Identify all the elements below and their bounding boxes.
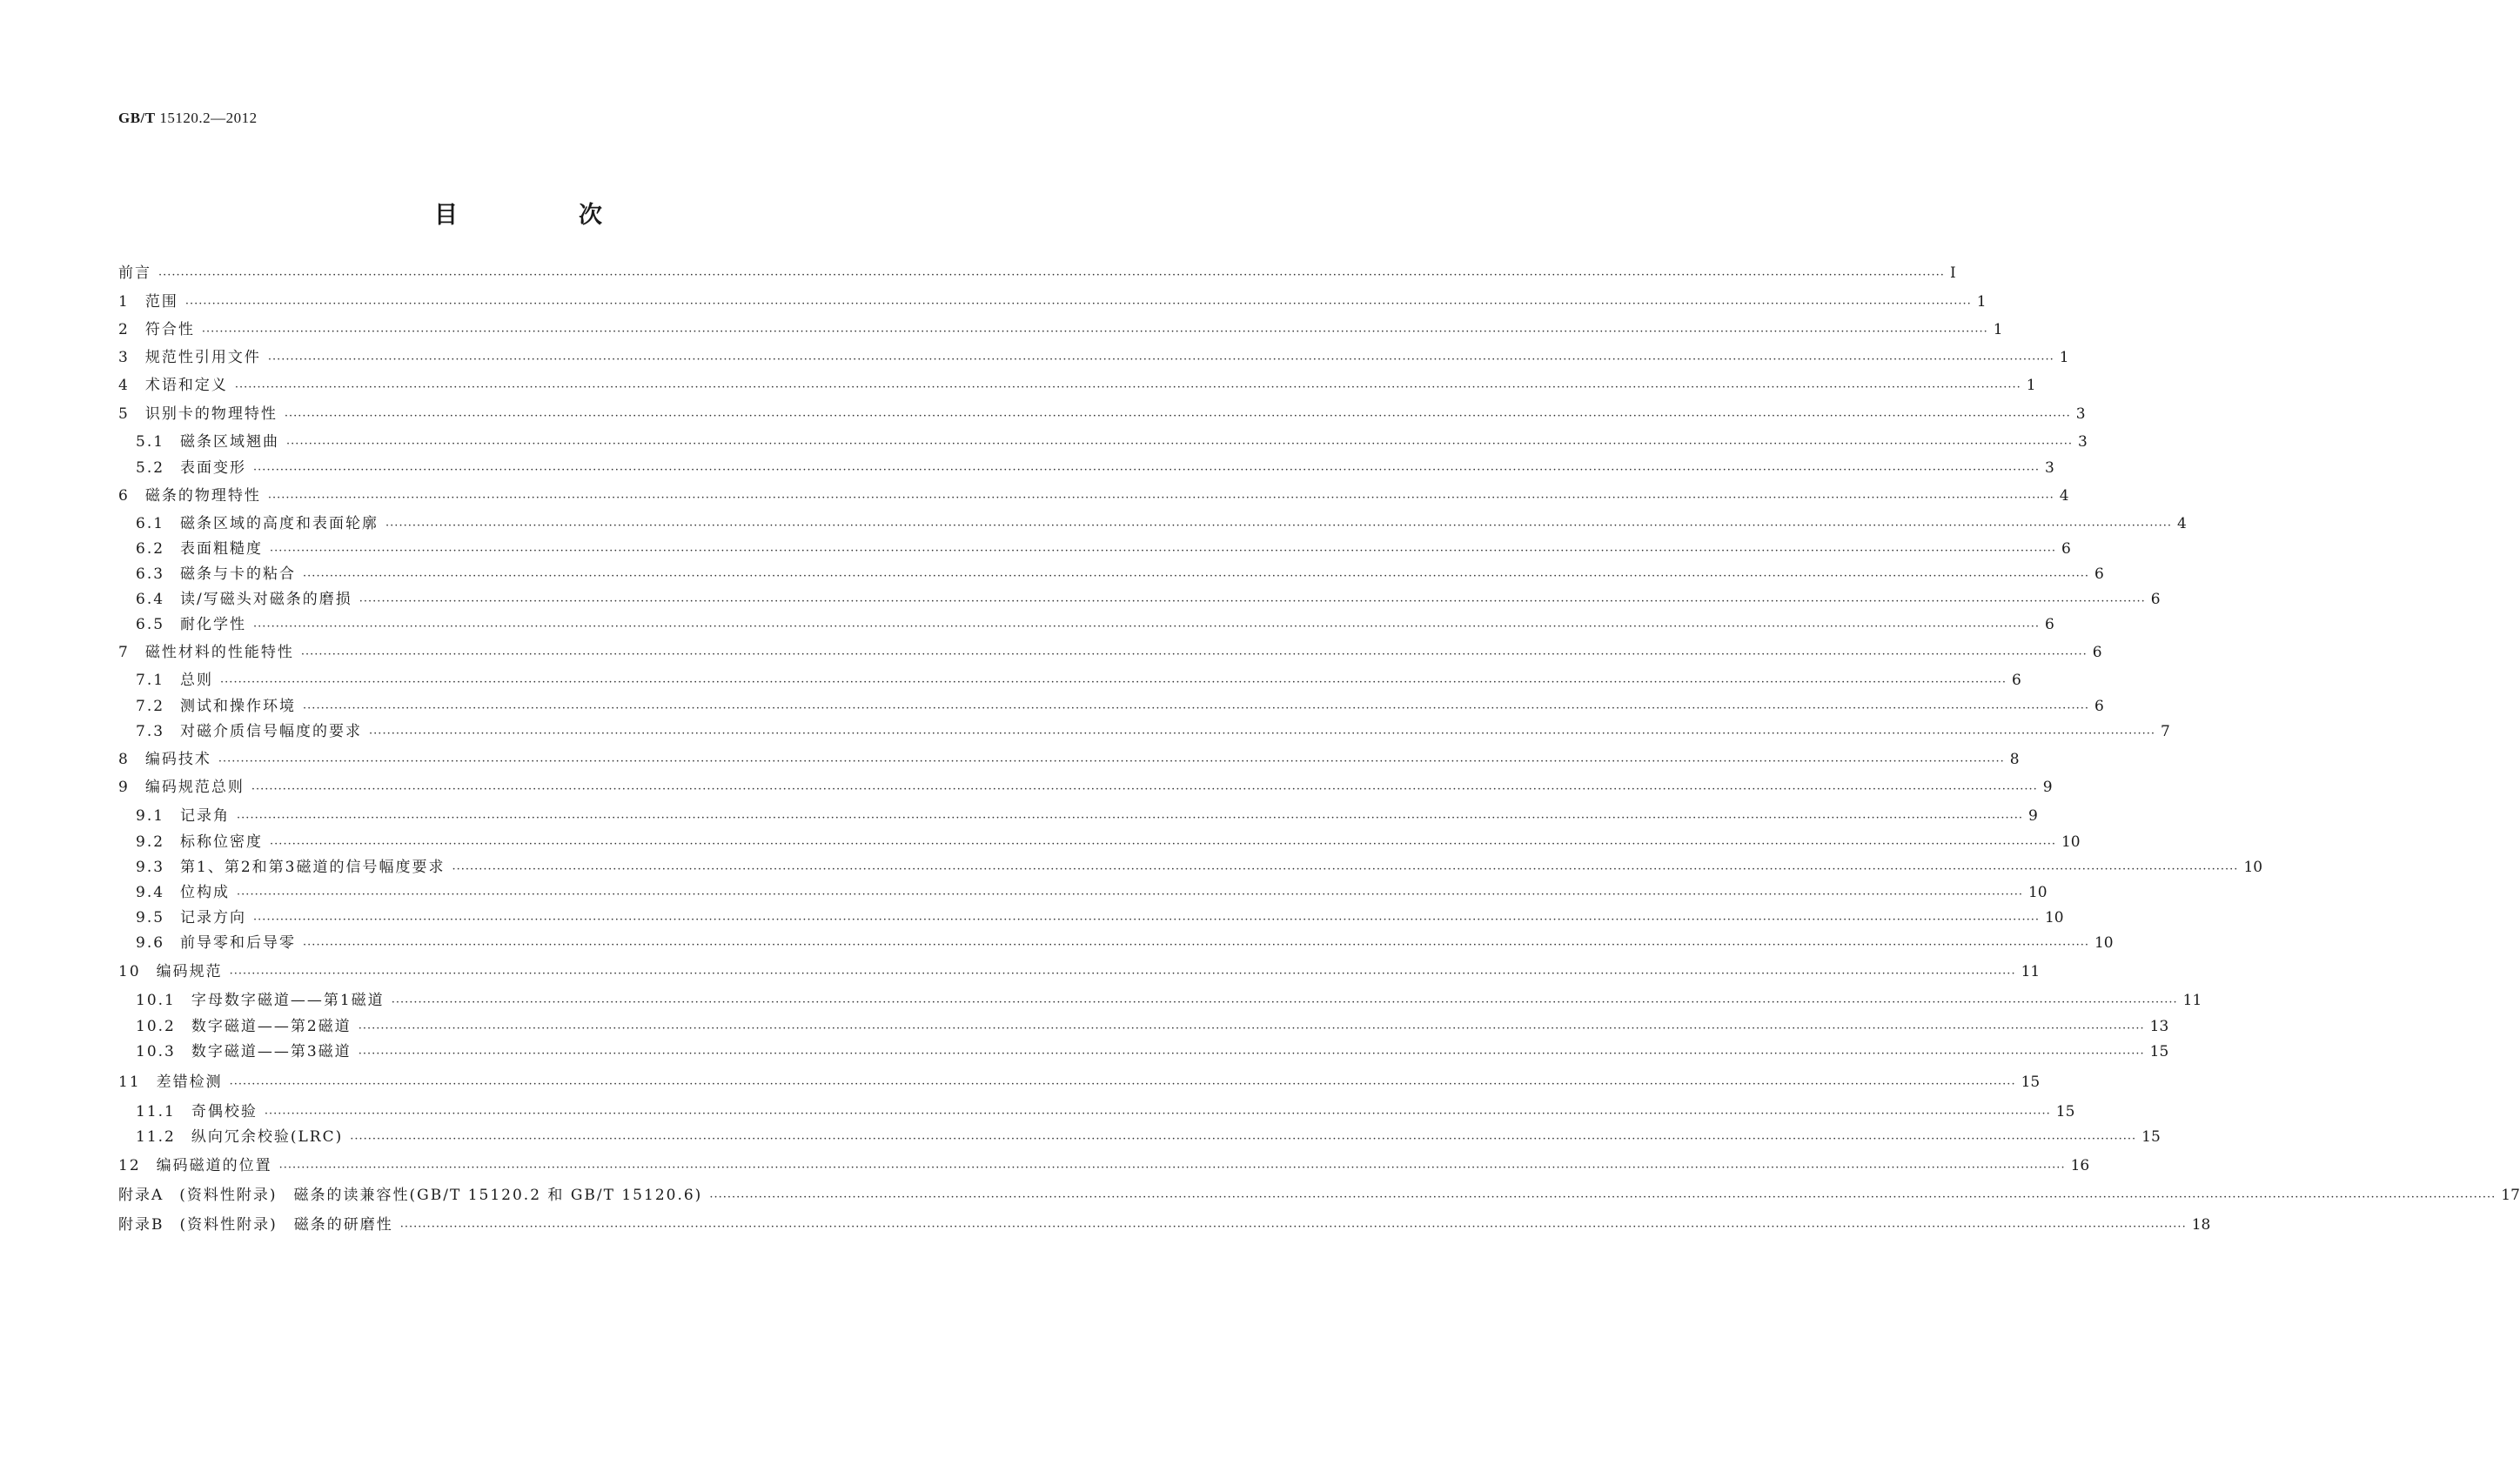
toc-entry[interactable]	[118, 777, 2053, 798]
toc-entry[interactable]	[118, 1016, 2169, 1037]
toc-entry-label: 编码技术	[144, 751, 211, 768]
toc-entry[interactable]	[118, 431, 2088, 452]
toc-entry[interactable]	[118, 291, 1987, 312]
toc-entry[interactable]	[118, 485, 2069, 506]
toc-entry[interactable]	[118, 458, 2054, 478]
toc-entry-number: 6.2	[136, 540, 165, 558]
toc-entry[interactable]	[118, 347, 2069, 368]
toc-entry-label: 数字磁道——第2磁道	[191, 1018, 352, 1035]
toc-entry-page: 10	[2044, 909, 2064, 926]
toc-entry[interactable]	[118, 749, 2020, 770]
toc-entry-page: 6	[2044, 616, 2054, 633]
toc-entry-number: 11	[118, 1074, 141, 1091]
toc-entry-label: 表面变形	[180, 459, 247, 477]
toc-leader-dots: ················································································································································································································································································································································································································	[278, 1161, 2066, 1174]
toc-entry-page: 6	[2094, 698, 2104, 715]
toc-entry[interactable]	[118, 1127, 2161, 1147]
toc-entry-label: 磁性材料的性能特性	[144, 644, 294, 661]
toc-entry-number: 9	[118, 779, 130, 796]
toc-entry-number: 附录B	[118, 1216, 164, 1234]
toc-entry-label: 磁条区域翘曲	[180, 433, 280, 451]
toc-entry-label: 前导零和后导零	[180, 934, 297, 952]
toc-leader-dots: ················································································································································································································································································································································································································	[399, 1221, 2187, 1234]
toc-entry-label: 规范性引用文件	[144, 349, 261, 366]
toc-leader-dots: ················································································································································································································································································································································································································	[270, 545, 2056, 558]
toc-entry-number: 9.3	[136, 859, 165, 876]
toc-entry-page: 4	[2176, 515, 2187, 532]
toc-entry-page: 1	[1976, 293, 1987, 311]
toc-entry-page: 15	[2055, 1103, 2075, 1120]
toc-entry[interactable]	[118, 933, 2114, 953]
toc-entry[interactable]	[118, 513, 2187, 534]
toc-entry-number: 10.3	[136, 1043, 176, 1060]
toc-entry-page: 1	[2059, 349, 2069, 366]
toc-entry-label: 范围	[144, 293, 178, 311]
toc-leader-dots: ················································································································································································································································································································································································································	[237, 812, 2023, 825]
toc-entry[interactable]	[118, 589, 2161, 610]
toc-entry-page: 1	[1993, 321, 2003, 338]
toc-entry-page: 11	[2021, 963, 2041, 980]
toc-entry[interactable]	[118, 1185, 2520, 1206]
toc-entry-label: 读/写磁头对磁条的磨损	[180, 591, 352, 608]
toc-entry-page: 10	[2027, 884, 2048, 901]
toc-entry-number: 9.4	[136, 884, 165, 901]
toc-entry[interactable]	[118, 696, 2104, 717]
toc-entry-page: 6	[2150, 591, 2161, 608]
toc-entry-page: 1	[2026, 377, 2036, 394]
toc-entry-number: 7.2	[136, 698, 165, 715]
toc-title: 目 次	[434, 202, 651, 229]
toc-entry[interactable]	[118, 907, 2064, 928]
toc-entry-page: 15	[2149, 1043, 2169, 1060]
toc-leader-dots: ················································································································································································································································································································································································································	[286, 438, 2073, 451]
toc-entry-label: (资料性附录) 磁条的读兼容性(GB/T 15120.2 和 GB/T 15120.6)	[179, 1187, 703, 1204]
toc-entry[interactable]	[118, 375, 2036, 396]
toc-leader-dots: ················································································································································································································································································································································································································	[253, 464, 2040, 477]
toc-entry-number: 6.3	[136, 565, 165, 583]
toc-entry-label: 测试和操作环境	[180, 698, 297, 715]
toc-entry-label: 磁条的物理特性	[144, 487, 261, 505]
toc-entry[interactable]	[118, 263, 1956, 284]
toc-entry-label: 记录角	[180, 807, 231, 825]
toc-entry[interactable]	[118, 1072, 2041, 1093]
toc-entry-page: 15	[2021, 1074, 2041, 1091]
toc-leader-dots: ················································································································································································································································································································································································································	[253, 913, 2040, 926]
toc-leader-dots: ················································································································································································································································································································································································································	[303, 570, 2089, 583]
toc-entry-label: 前言	[118, 264, 151, 282]
toc-entry-page: 3	[2075, 405, 2086, 423]
toc-entry-label: 对磁介质信号幅度的要求	[180, 723, 363, 740]
toc-entry[interactable]	[118, 990, 2202, 1011]
toc-entry-number: 6.5	[136, 616, 165, 633]
toc-leader-dots: ················································································································································································································································································································································································································	[264, 1107, 2051, 1120]
toc-entry-page: 6	[2011, 672, 2021, 689]
toc-entry[interactable]	[118, 882, 2048, 903]
toc-leader-dots: ················································································································································································································································································································································································································	[184, 298, 1972, 311]
toc-entry-number: 9.6	[136, 934, 165, 952]
toc-entry-number: 10.1	[136, 992, 176, 1009]
toc-leader-dots: ················································································································································································································································································································································································································	[158, 269, 1945, 282]
toc-leader-dots: ················································································································································································································································································································································································································	[229, 1078, 2016, 1091]
toc-entry-number: 9.5	[136, 909, 165, 926]
toc-entry[interactable]	[118, 1214, 2211, 1235]
toc-entry-label: 耐化学性	[180, 616, 247, 633]
toc-entry-page: 7	[2160, 723, 2170, 740]
toc-entry-number: 附录A	[118, 1187, 164, 1204]
toc-leader-dots: ················································································································································································································································································································································································································	[358, 1022, 2145, 1035]
toc-entry-page: 3	[2044, 459, 2054, 477]
toc-entry-label: 编码规范总则	[144, 779, 245, 796]
toc-entry-page: Ⅰ	[1949, 264, 1956, 282]
toc-entry-label: 字母数字磁道——第1磁道	[191, 992, 385, 1009]
toc-entry[interactable]	[118, 319, 2003, 340]
toc-entry[interactable]	[118, 670, 2021, 691]
toc-entry-page: 11	[2182, 992, 2202, 1009]
toc-entry-page: 9	[2027, 807, 2038, 825]
toc-entry-label: (资料性附录) 磁条的研磨性	[179, 1216, 393, 1234]
toc-entry[interactable]	[118, 721, 2170, 742]
standard-number: 15120.2—2012	[159, 110, 258, 126]
toc-entry-page: 10	[2061, 833, 2081, 851]
toc-entry-label: 总则	[180, 672, 214, 689]
toc-entry-page: 13	[2149, 1018, 2169, 1035]
toc-entry[interactable]	[118, 614, 2054, 635]
toc-entry-label: 编码规范	[156, 963, 223, 980]
toc-entry[interactable]	[118, 1101, 2075, 1122]
toc-entry-page: 9	[2042, 779, 2053, 796]
toc-leader-dots: ················································································································································································································································································································································································································	[234, 381, 2021, 394]
toc-entry-number: 5	[118, 405, 130, 423]
toc-leader-dots: ················································································································································································································································································································································································································	[300, 648, 2088, 661]
toc-entry[interactable]	[118, 404, 2086, 425]
toc-leader-dots: ················································································································································································································································································································································································································	[452, 863, 2239, 876]
toc-leader-dots: ················································································································································································································································································································································································································	[267, 492, 2054, 505]
toc-entry-number: 7.3	[136, 723, 165, 740]
toc-entry-number: 3	[118, 349, 130, 366]
toc-entry-page: 6	[2094, 565, 2104, 583]
toc-entry-page: 6	[2092, 644, 2102, 661]
toc-entry-number: 7.1	[136, 672, 165, 689]
toc-entry-number: 6.1	[136, 515, 165, 532]
toc-leader-dots: ················································································································································································································································································································································································································	[270, 838, 2056, 851]
toc-entry-label: 数字磁道——第3磁道	[191, 1043, 352, 1060]
toc-entry-number: 5.2	[136, 459, 165, 477]
toc-entry[interactable]	[118, 806, 2038, 826]
toc-entry[interactable]	[118, 539, 2071, 559]
toc-entry-label: 纵向冗余校验(LRC)	[191, 1128, 344, 1146]
toc-entry-number: 6	[118, 487, 130, 505]
toc-entry-number: 11.1	[136, 1103, 176, 1120]
toc-entry-number: 7	[118, 644, 130, 661]
toc-entry[interactable]	[118, 857, 2263, 878]
toc-leader-dots: ················································································································································································································································································································································································································	[267, 353, 2054, 366]
toc-entry-page: 4	[2059, 487, 2069, 505]
toc-entry-number: 10	[118, 963, 141, 980]
toc-leader-dots: ················································································································································································································································································································································································································	[350, 1133, 2137, 1146]
toc-entry-page: 8	[2009, 751, 2020, 768]
toc-entry-label: 磁条与卡的粘合	[180, 565, 297, 583]
toc-entry-number: 5.1	[136, 433, 165, 451]
toc-leader-dots: ················································································································································································································································································································································································································	[218, 755, 2005, 768]
toc-entry-page: 10	[2094, 934, 2114, 952]
toc-leader-dots: ················································································································································································································································································································································································································	[303, 939, 2089, 952]
toc-entry-number: 2	[118, 321, 130, 338]
toc-leader-dots: ················································································································································································································································································································································································································	[369, 727, 2155, 740]
toc-entry-label: 位构成	[180, 884, 231, 901]
toc-entry-number: 8	[118, 751, 130, 768]
toc-entry-number: 4	[118, 377, 130, 394]
toc-leader-dots: ················································································································································································································································································································································································································	[284, 410, 2071, 423]
toc-entry-label: 符合性	[144, 321, 195, 338]
toc-entry[interactable]	[118, 642, 2102, 663]
toc-entry-label: 记录方向	[180, 909, 247, 926]
toc-entry-page: 6	[2061, 540, 2071, 558]
toc-entry-number: 10.2	[136, 1018, 176, 1035]
toc-entry[interactable]	[118, 1041, 2169, 1062]
toc-entry-label: 第1、第2和第3磁道的信号幅度要求	[180, 859, 446, 876]
toc-entry[interactable]	[118, 564, 2104, 585]
toc-leader-dots: ················································································································································································································································································································································································································	[251, 783, 2038, 796]
toc-entry-page: 15	[2141, 1128, 2161, 1146]
toc-entry-page: 17	[2501, 1187, 2520, 1204]
toc-entry[interactable]	[118, 1155, 2090, 1176]
toc-leader-dots: ················································································································································································································································································································································································································	[358, 1047, 2145, 1060]
toc-leader-dots: ················································································································································································································································································································································································································	[359, 595, 2146, 608]
toc-entry-label: 磁条区域的高度和表面轮廓	[180, 515, 379, 532]
toc-entry-label: 奇偶校验	[191, 1103, 258, 1120]
toc-entry-number: 9.2	[136, 833, 165, 851]
toc-leader-dots: ················································································································································································································································································································································································································	[229, 967, 2016, 980]
toc-leader-dots: ················································································································································································································································································································································································································	[391, 996, 2178, 1009]
toc-leader-dots: ················································································································································································································································································································································································································	[253, 620, 2040, 633]
toc-leader-dots: ················································································································································································································································································································································································································	[385, 519, 2172, 532]
toc-entry-page: 3	[2077, 433, 2088, 451]
toc-leader-dots: ················································································································································································································································································································································································································	[303, 702, 2089, 715]
toc-leader-dots: ················································································································································································································································································································································································································	[201, 325, 1988, 338]
toc-entry-label: 术语和定义	[144, 377, 228, 394]
toc-entry-label: 差错检测	[156, 1074, 223, 1091]
toc-entry-number: 6.4	[136, 591, 165, 608]
toc-leader-dots: ················································································································································································································································································································································································································	[709, 1191, 2497, 1204]
standard-code	[118, 110, 258, 127]
toc-entry-page: 16	[2070, 1157, 2090, 1174]
toc-entry-page: 10	[2243, 859, 2263, 876]
toc-entry[interactable]	[118, 961, 2041, 982]
toc-entry-number: 12	[118, 1157, 141, 1174]
toc-entry-label: 表面粗糙度	[180, 540, 264, 558]
toc-entry-label: 识别卡的物理特性	[144, 405, 278, 423]
toc-entry[interactable]	[118, 832, 2081, 853]
toc-entry-number: 11.2	[136, 1128, 176, 1146]
toc-leader-dots: ················································································································································································································································································································································································································	[237, 888, 2023, 901]
toc-entry-page: 18	[2191, 1216, 2211, 1234]
toc-entry-label: 标称位密度	[180, 833, 264, 851]
toc-entry-number: 9.1	[136, 807, 165, 825]
standard-prefix: GB/T	[118, 110, 156, 126]
toc-entry-number: 1	[118, 293, 130, 311]
toc-leader-dots: ················································································································································································································································································································································································································	[220, 676, 2007, 689]
toc-entry-label: 编码磁道的位置	[156, 1157, 272, 1174]
